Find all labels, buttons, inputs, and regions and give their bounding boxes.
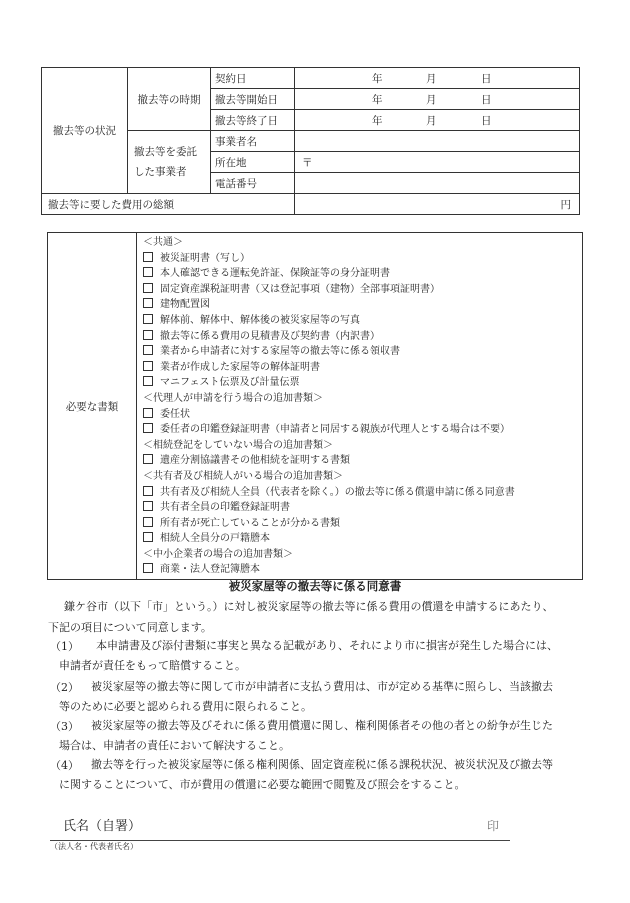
- document-checklist-item[interactable]: [143, 344, 582, 360]
- checkbox-icon[interactable]: [143, 532, 153, 542]
- document-category-header: [143, 469, 582, 485]
- document-item-label: 撤去等に係る費用の見積書及び契約書（内訳書）: [160, 330, 380, 342]
- phone-label: 電話番号: [211, 173, 295, 194]
- clause-number: （3）: [50, 720, 79, 733]
- end-date-label: 撤去等終了日: [211, 110, 295, 131]
- document-item-label: 業者から申請者に対する家屋等の撤去等に係る領収書: [160, 346, 400, 358]
- document-checklist-item[interactable]: [143, 251, 582, 267]
- document-category-header: [143, 438, 582, 454]
- business-name-field[interactable]: [295, 131, 580, 152]
- clause-line-2: に関することについて、市が費用の償還に必要な範囲で閲覧及び照会をすること。: [59, 778, 466, 791]
- year-label: 年: [372, 94, 383, 106]
- phone-field[interactable]: [295, 173, 580, 194]
- clause-line-1: 被災家屋等の撤去等及びそれに係る費用償還に関し、権利関係者その他の者との紛争が生じた: [91, 719, 553, 732]
- checkbox-icon[interactable]: [143, 486, 153, 496]
- checkbox-icon[interactable]: [143, 423, 153, 433]
- clause-line-1: 撤去等を行った被災家屋等に係る権利関係、固定資産税に係る課税状況、被災状況及び撤去等: [91, 758, 553, 771]
- intro-line-2: 下記の項目について同意します。: [48, 621, 212, 634]
- month-label: 月: [426, 115, 437, 127]
- signature-label: 氏名（自署）: [63, 819, 142, 834]
- document-category-header: [143, 391, 582, 407]
- document-item-label: 所有者が死亡していることが分かる書類: [160, 517, 340, 529]
- document-item-label: ＜代理人が申請を行う場合の追加書類＞: [143, 392, 323, 404]
- checkbox-icon[interactable]: [143, 298, 153, 308]
- corporate-name-note: （法人名・代表者氏名）: [50, 842, 138, 851]
- clause-line-2: 場合は、申請者の責任において解決すること。: [59, 739, 290, 752]
- month-label: 月: [426, 73, 437, 85]
- clause-line-2: 等のために必要と認められる費用に限られること。: [59, 700, 312, 713]
- seal-mark: 印: [487, 819, 500, 833]
- day-label: 日: [481, 115, 492, 127]
- intro-line-1: 鎌ケ谷市（以下「市」という。）に対し被災家屋等の撤去等に係る費用の償還を申請するにあたり、: [64, 600, 554, 613]
- clause-number: （4）: [50, 759, 79, 772]
- day-label: 日: [481, 73, 492, 85]
- day-label: 日: [481, 94, 492, 106]
- required-documents-label: 必要な書類: [48, 233, 137, 580]
- checkbox-icon[interactable]: [143, 454, 153, 464]
- removal-timing-label: 撤去等の時期: [128, 68, 211, 131]
- checkbox-icon[interactable]: [143, 252, 153, 262]
- checkbox-icon[interactable]: [143, 563, 153, 573]
- clause-line-2: 申請者が責任をもって賠償すること。: [59, 659, 246, 672]
- document-category-header: [143, 235, 582, 251]
- start-date-field[interactable]: [295, 89, 580, 110]
- clause-line-1: 本申請書及び添付書類に事実と異なる記載があり、それにより市に損害が発生した場合には、: [96, 639, 558, 652]
- document-checklist-item[interactable]: [143, 500, 582, 516]
- document-checklist-item[interactable]: [143, 329, 582, 345]
- checkbox-icon[interactable]: [143, 345, 153, 355]
- document-item-label: 相続人全員分の戸籍謄本: [160, 533, 270, 545]
- checkbox-icon[interactable]: [143, 361, 153, 371]
- month-label: 月: [426, 94, 437, 106]
- total-cost-label: 撤去等に要した費用の総額: [42, 194, 295, 215]
- removal-status-label: 撤去等の状況: [42, 68, 128, 194]
- document-item-label: 委任状: [160, 408, 190, 420]
- document-checklist-item[interactable]: [143, 422, 582, 438]
- document-item-label: 委任者の印鑑登録証明書（申請者と同居する親族が代理人とする場合は不要）: [160, 424, 510, 436]
- total-cost-field[interactable]: [295, 194, 580, 215]
- document-item-label: 建物配置図: [160, 299, 210, 311]
- start-date-label: 撤去等開始日: [211, 89, 295, 110]
- document-checklist-item[interactable]: [143, 360, 582, 376]
- document-checklist-item[interactable]: [143, 375, 582, 391]
- contract-date-label: 契約日: [211, 68, 295, 89]
- clause-number: （2）: [50, 681, 79, 694]
- checkbox-icon[interactable]: [143, 267, 153, 277]
- document-checklist-item[interactable]: [143, 266, 582, 282]
- removal-status-table: [41, 67, 580, 215]
- contractor-label: [128, 131, 211, 194]
- end-date-field[interactable]: [295, 110, 580, 131]
- document-item-label: 商業・法人登記簿謄本: [160, 564, 260, 576]
- document-item-label: マニフェスト伝票及び計量伝票: [160, 377, 300, 389]
- document-item-label: ＜中小企業者の場合の追加書類＞: [143, 548, 293, 560]
- yen-label: 円: [560, 199, 571, 211]
- document-item-label: ＜共有者及び相続人がいる場合の追加書類＞: [143, 470, 343, 482]
- document-item-label: ＜相続登記をしていない場合の追加書類＞: [143, 439, 333, 451]
- year-label: 年: [372, 73, 383, 85]
- address-label: 所在地: [211, 152, 295, 173]
- clause-number: （1）: [50, 640, 79, 653]
- document-checklist-item[interactable]: [143, 562, 582, 578]
- document-category-header: [143, 547, 582, 563]
- document-item-label: 被災証明書（写し）: [160, 252, 250, 264]
- checkbox-icon[interactable]: [143, 283, 153, 293]
- document-checklist-item[interactable]: [143, 453, 582, 469]
- document-item-label: 解体前、解体中、解体後の被災家屋等の写真: [160, 314, 360, 326]
- document-item-label: ＜共通＞: [143, 237, 183, 248]
- business-name-label: 事業者名: [211, 131, 295, 152]
- document-item-label: 共有者全員の印鑑登録証明書: [160, 502, 290, 514]
- checkbox-icon[interactable]: [143, 517, 153, 527]
- year-label: 年: [372, 115, 383, 127]
- document-checklist-item[interactable]: [143, 516, 582, 532]
- contractor-label-line2: した事業者: [134, 166, 187, 178]
- document-item-label: 固定資産課税証明書（又は登記事項（建物）全部事項証明書）: [160, 283, 440, 295]
- document-item-label: 共有者及び相続人全員（代表者を除く。）の撤去等に係る償還申請に係る同意書: [160, 486, 515, 498]
- required-documents-list: [137, 233, 583, 580]
- document-item-label: 業者が作成した家屋等の解体証明書: [160, 361, 320, 373]
- checkbox-icon[interactable]: [143, 408, 153, 418]
- checkbox-icon[interactable]: [143, 330, 153, 340]
- document-checklist-item[interactable]: [143, 297, 582, 313]
- required-documents-table: [47, 232, 583, 580]
- clause-line-1: 被災家屋等の撤去等に関して市が申請者に支払う費用は、市が定める基準に照らし、当該撤去: [91, 680, 553, 693]
- document-checklist-item[interactable]: [143, 407, 582, 423]
- document-checklist-item[interactable]: [143, 531, 582, 547]
- contractor-label-line1: 撤去等を委託: [134, 146, 197, 158]
- document-checklist-item[interactable]: [143, 313, 582, 329]
- document-item-label: 本人確認できる運転免許証、保険証等の身分証明書: [160, 268, 390, 280]
- consent-title: 被災家屋等の撤去等に係る同意書: [228, 579, 402, 593]
- checkbox-icon[interactable]: [143, 501, 153, 511]
- contract-date-field[interactable]: [295, 68, 580, 89]
- document-checklist-item[interactable]: [143, 485, 582, 501]
- address-field[interactable]: [295, 152, 580, 173]
- checkbox-icon[interactable]: [143, 376, 153, 386]
- document-checklist-item[interactable]: [143, 282, 582, 298]
- checkbox-icon[interactable]: [143, 314, 153, 324]
- document-item-label: 遺産分割協議書その他相続を証明する書類: [160, 455, 350, 467]
- postal-mark: 〒: [302, 157, 313, 169]
